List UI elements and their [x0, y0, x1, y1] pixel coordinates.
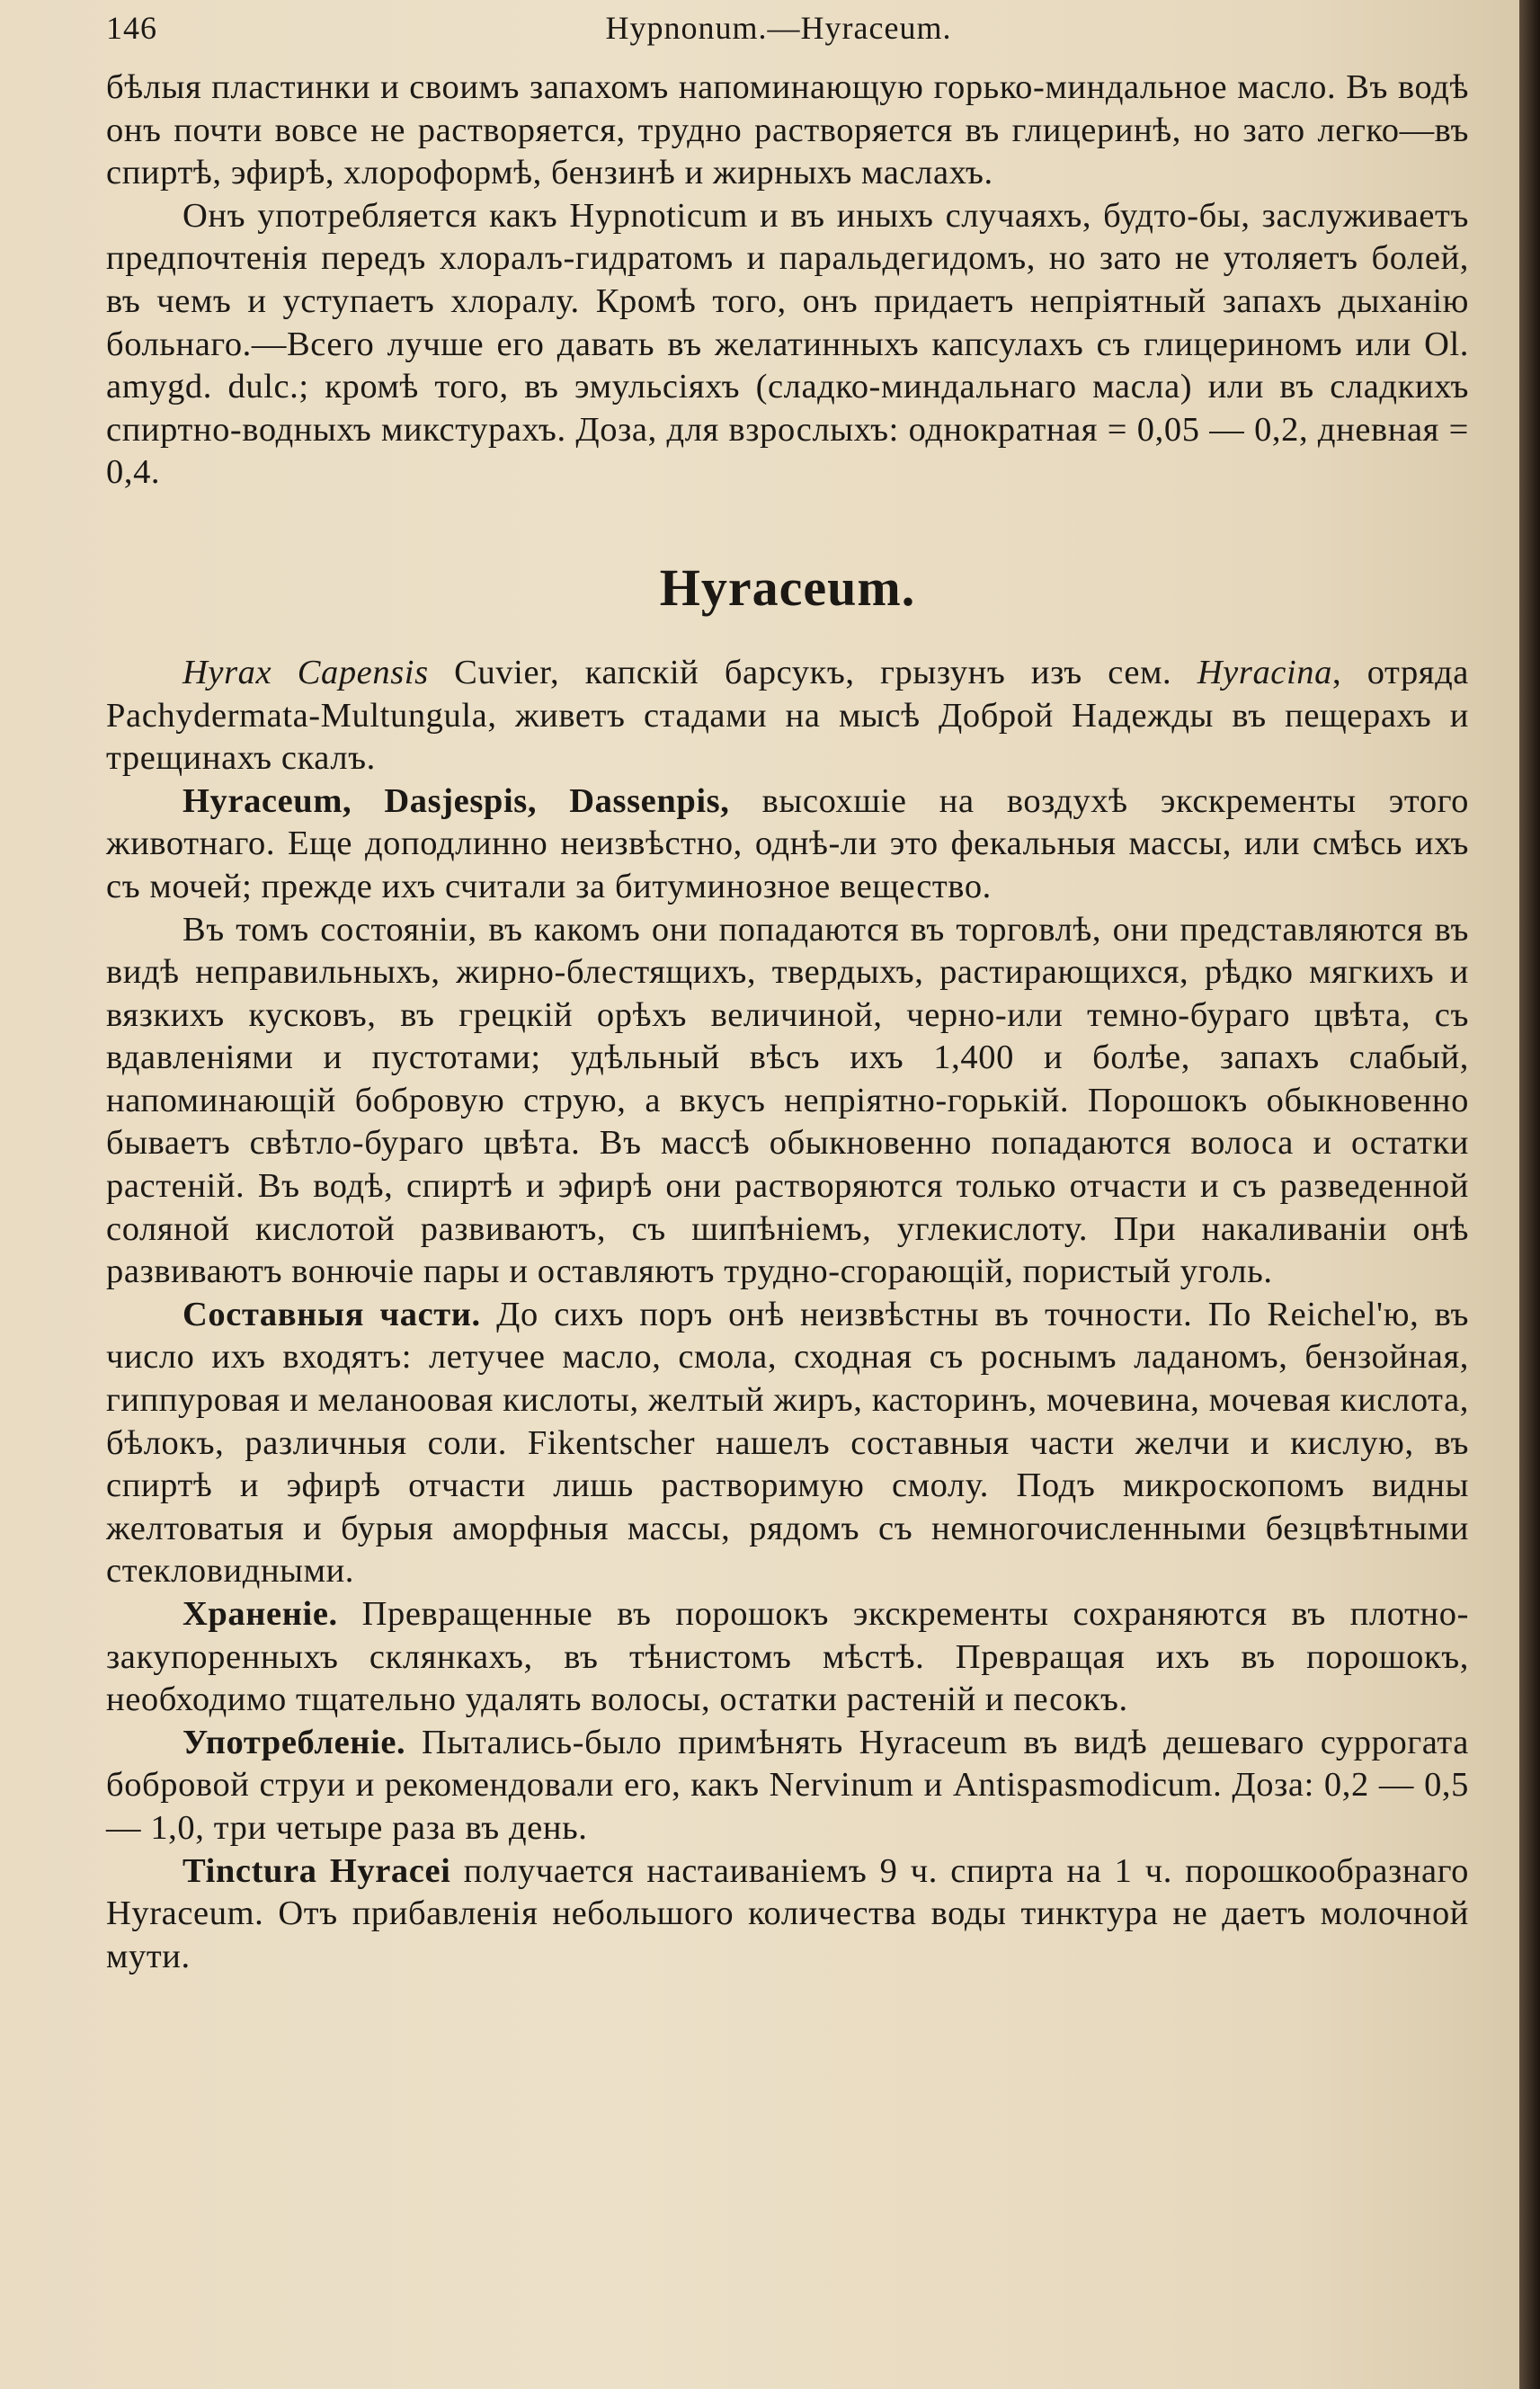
page-header: [106, 9, 1469, 67]
heading-usage: Употребленіе.: [182, 1723, 406, 1761]
term-tincture: Tinctura Hyracei: [182, 1851, 451, 1890]
paragraph-hyrax: [106, 652, 1469, 780]
latin-species-name: Hyrax Capensis: [182, 653, 429, 691]
heading-storage: Храненіе.: [182, 1595, 338, 1633]
paragraph-composition-text: До сихъ поръ онѣ неизвѣстны въ точности. По Reichel'ю, въ число ихъ входятъ: летучее масло, смола, сходная съ роснымъ ладаномъ, бензойная, гиппуровая и меланоовая кислоты, желтый жиръ, касторинъ, мочевина, мочевая кислота, бѣлокъ, различныя соли. Fikentscher нашелъ составныя части желчи и кислую, въ спиртѣ и эфирѣ отчасти лишь растворимую смолу. Подъ микроскопомъ видны желтоватыя и бурыя аморфныя массы, рядомъ съ немногочисленными безцвѣтными стекловидными.: [106, 1295, 1469, 1591]
paragraph-hyrax-text: Cuvier, капскій барсукъ, грызунъ изъ сем.: [428, 653, 1197, 691]
paragraph-description: Въ томъ состояніи, въ какомъ они попадаются въ торговлѣ, они представляются въ видѣ неправильныхъ, жирно-блестящихъ, твердыхъ, растирающихся, рѣдко мягкихъ и вязкихъ кусковъ, въ грецкій орѣхъ величиной, черно-или темно-бураго цвѣта, съ вдавленіями и пустотами; удѣльный вѣсъ ихъ 1,400 и болѣе, запахъ слабый, напоминающій бобровую струю, а вкусъ непріятно-горькій. Порошокъ обыкновенно бываетъ свѣтло-бураго цвѣта. Въ массѣ обыкновенно попадаются волоса и остатки растеній. Въ водѣ, спиртѣ и эфирѣ они растворяются только отчасти и съ разведенной соляной кислотой развиваютъ, съ шипѣніемъ, углекислоту. При накаливаніи онѣ развиваютъ вонючіе пары и оставляютъ трудно-сгорающій, пористый уголь.: [106, 910, 1469, 1291]
page-number: 146: [106, 10, 157, 46]
paragraph-hyraceum-definition: [106, 780, 1469, 909]
paragraph-hypnonum-usage: Онъ употребляется какъ Hypnoticum и въ иныхъ случаяхъ, будто-бы, заслуживаетъ предпочтенія передъ хлоралъ-гидратомъ и паральдегидомъ, но зато не утоляетъ болей, въ чемъ и уступаетъ хлоралу. Кромѣ того, онъ придаетъ непріятный запахъ дыханію больнаго.—Всего лучше его давать въ желатинныхъ капсулахъ съ глицериномъ или Ol. amygd. dulc.; кромѣ того, въ эмульсіяхъ (сладко-миндальнаго масла) или въ сладкихъ спиртно-водныхъ микстурахъ. Доза, для взрослыхъ: однократная = 0,05 — 0,2, дневная = 0,4.: [106, 196, 1469, 492]
paragraph-tincture-text: получается настаиваніемъ 9 ч. спирта на 1 ч. порошкообразнаго Hyraceum. Отъ прибавленія небольшого количества воды тинктура не даетъ молочной мути.: [106, 1851, 1469, 1975]
book-spine-edge: [1519, 0, 1540, 2389]
paragraph-tincture: [106, 1850, 1469, 1979]
paragraph-usage: [106, 1722, 1469, 1850]
term-hyraceum: Hyraceum, Dasjespis, Dassenpis,: [182, 781, 730, 820]
section-title: Hyraceum.: [659, 557, 916, 617]
paragraph-hyrax-end: , отряда Pachydermata-Multungula, живетъ стадами на мысѣ Доброй Надежды въ пещерахъ и трещинахъ скалъ.: [106, 653, 1469, 778]
paragraph-usage-text: Пытались-было примѣнять Hyraceum въ видѣ дешеваго суррогата бобровой струи и рекомендовали его, какъ Nervinum и Antispasmodicum. Доза: 0,2 — 0,5 — 1,0, три четыре раза въ день.: [106, 1723, 1469, 1847]
paragraph-storage-text: Превращенные въ порошокъ экскременты сохраняются въ плотно-закупоренныхъ склянкахъ, въ тѣнистомъ мѣстѣ. Превращая ихъ въ порошокъ, необходимо тщательно удалять волосы, остатки растеній и песокъ.: [106, 1595, 1469, 1719]
heading-composition: Составныя части.: [182, 1295, 481, 1333]
paragraph-continuation: бѣлыя пластинки и своимъ запахомъ напоминающую горько-миндальное масло. Въ водѣ онъ почти вовсе не растворяется, трудно растворяется въ глицеринѣ, но зато легко—въ спиртѣ, эфирѣ, хлороформѣ, бензинѣ и жирныхъ маслахъ.: [106, 68, 1469, 192]
paragraph-composition: [106, 1294, 1469, 1593]
latin-family-name: Hyracina: [1197, 653, 1332, 691]
paragraph-storage: [106, 1593, 1469, 1722]
running-head: Hypnonum.—Hyraceum.: [605, 10, 952, 46]
paragraph-definition-text: высохшіе на воздухѣ экскременты этого животнаго. Еще доподлинно неизвѣстно, однѣ-ли это фекальныя массы, или смѣсь ихъ съ мочей; прежде ихъ считали за битуминозное вещество.: [106, 781, 1469, 905]
